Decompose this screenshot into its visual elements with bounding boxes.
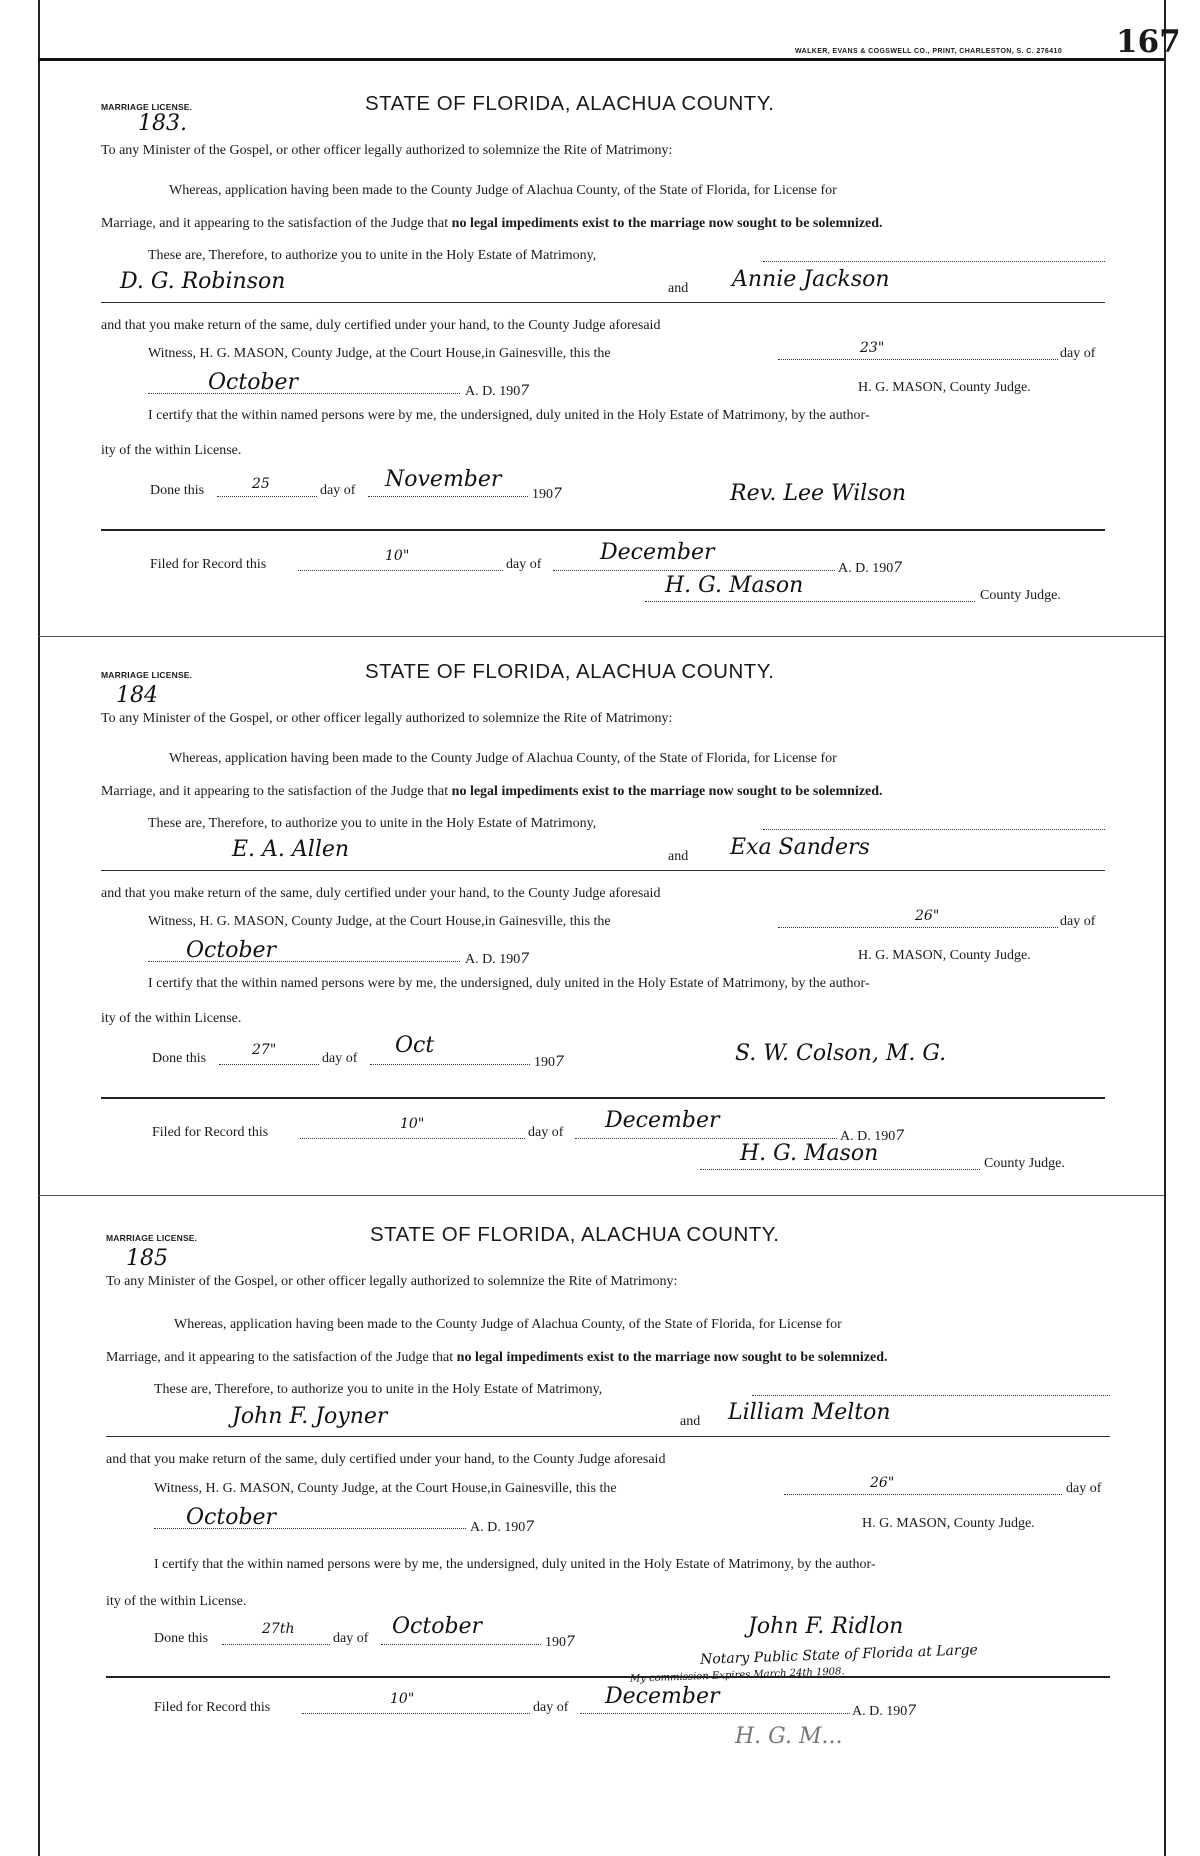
license-heading: STATE OF FLORIDA, ALACHUA COUNTY. (365, 92, 775, 115)
return-line: and that you make return of the same, duly certified under your hand, to the County Judge aforesaid (101, 318, 661, 333)
license-heading: STATE OF FLORIDA, ALACHUA COUNTY. (365, 660, 775, 683)
officiant-signature: Rev. Lee Wilson (730, 481, 907, 506)
filed-month: December (600, 540, 715, 565)
judge-label: H. G. MASON, County Judge. (862, 1516, 1035, 1531)
bride-name: Lilliam Melton (728, 1400, 891, 1425)
license-number: 183. (138, 111, 187, 136)
and-label: and (668, 281, 689, 296)
filed-year-label: A. D. 1907 (852, 1703, 917, 1719)
judge-signature: H. G. M... (735, 1724, 843, 1749)
page-number: 167 (1116, 24, 1181, 60)
top-rule (38, 58, 1164, 61)
done-year-label: 1907 (545, 1634, 575, 1650)
license-number: 184 (116, 683, 158, 708)
done-year-label: 1907 (532, 486, 562, 502)
address-line: To any Minister of the Gospel, or other officer legally authorized to solemnize the Rite of Matrimony: (101, 711, 673, 726)
filed-label: Filed for Record this (150, 557, 267, 572)
done-day-of-label: day of (333, 1631, 369, 1646)
witness-line: Witness, H. G. MASON, County Judge, at the Court House,in Gainesville, this the (154, 1481, 617, 1496)
officiant-signature: S. W. Colson, M. G. (735, 1041, 947, 1066)
whereas-line-2: Marriage, and it appearing to the satisfaction of the Judge that no legal impediments exist to the marriage now sought to be solemnized. (101, 784, 883, 799)
return-line: and that you make return of the same, duly certified under your hand, to the County Judge aforesaid (101, 886, 661, 901)
officiant-commission-note: My commission Expires March 24th 1908. (629, 1666, 845, 1685)
marriage-license-185 (0, 1215, 1200, 1845)
witness-year-label: A. D. 1907 (465, 383, 530, 399)
day-of-label: day of (1060, 914, 1096, 929)
done-month: October (392, 1614, 483, 1639)
and-label: and (680, 1414, 701, 1429)
address-line: To any Minister of the Gospel, or other officer legally authorized to solemnize the Rite of Matrimony: (101, 143, 673, 158)
judge-signature: H. G. Mason (740, 1141, 879, 1166)
filed-day: 10" (385, 548, 410, 564)
groom-name: John F. Joyner (232, 1404, 388, 1429)
license-label: MARRIAGE LICENSE. (106, 1233, 198, 1243)
filed-day-of-label: day of (506, 557, 542, 572)
bride-name: Annie Jackson (732, 267, 890, 292)
witness-day: 23" (860, 340, 885, 356)
filed-month: December (605, 1684, 720, 1709)
printer-imprint: WALKER, EVANS & COGSWELL CO., PRINT, CHARLESTON, S. C. 276410 (795, 48, 1063, 55)
county-judge-label: County Judge. (980, 588, 1061, 603)
filed-year-label: A. D. 1907 (840, 1128, 905, 1144)
done-day: 27" (252, 1042, 277, 1058)
witness-year-label: A. D. 1907 (465, 951, 530, 967)
judge-label: H. G. MASON, County Judge. (858, 380, 1031, 395)
done-day-of-label: day of (320, 483, 356, 498)
therefore-line: These are, Therefore, to authorize you to unite in the Holy Estate of Matrimony, (148, 248, 597, 263)
witness-month: October (186, 1505, 277, 1530)
filed-year-label: A. D. 1907 (838, 560, 903, 576)
license-heading: STATE OF FLORIDA, ALACHUA COUNTY. (370, 1223, 780, 1246)
filed-day: 10" (400, 1116, 425, 1132)
and-label: and (668, 849, 689, 864)
done-month: Oct (395, 1033, 435, 1058)
filed-month: December (605, 1108, 720, 1133)
license-label: MARRIAGE LICENSE. (101, 102, 193, 112)
witness-day: 26" (915, 908, 940, 924)
groom-name: D. G. Robinson (120, 269, 286, 294)
license-number: 185 (126, 1246, 168, 1271)
done-day-of-label: day of (322, 1051, 358, 1066)
therefore-line: These are, Therefore, to authorize you to unite in the Holy Estate of Matrimony, (154, 1382, 603, 1397)
whereas-line-2: Marriage, and it appearing to the satisfaction of the Judge that no legal impediments exist to the marriage now sought to be solemnized. (101, 216, 883, 231)
certify-line-1: I certify that the within named persons were by me, the undersigned, duly united in the Holy Estate of Matrimony, by the author- (148, 976, 870, 991)
marriage-license-184 (0, 652, 1200, 1212)
whereas-line-1: Whereas, application having been made to the County Judge of Alachua County, of the State of Florida, for License for (174, 1317, 842, 1332)
done-this-label: Done this (150, 483, 205, 498)
bride-name: Exa Sanders (730, 835, 870, 860)
done-day: 27th (262, 1621, 295, 1637)
witness-year-label: A. D. 1907 (470, 1519, 535, 1535)
officiant-notary-note: Notary Public State of Florida at Large (699, 1642, 979, 1668)
filed-label: Filed for Record this (152, 1125, 269, 1140)
done-month: November (385, 467, 502, 492)
filed-day-of-label: day of (533, 1700, 569, 1715)
done-this-label: Done this (154, 1631, 209, 1646)
county-judge-label: County Judge. (984, 1156, 1065, 1171)
done-this-label: Done this (152, 1051, 207, 1066)
officiant-signature: John F. Ridlon (748, 1614, 904, 1639)
whereas-line-1: Whereas, application having been made to the County Judge of Alachua County, of the State of Florida, for License for (169, 183, 837, 198)
filed-day-of-label: day of (528, 1125, 564, 1140)
filed-day: 10" (390, 1691, 415, 1707)
whereas-line-2: Marriage, and it appearing to the satisfaction of the Judge that no legal impediments exist to the marriage now sought to be solemnized. (106, 1350, 888, 1365)
judge-label: H. G. MASON, County Judge. (858, 948, 1031, 963)
witness-line: Witness, H. G. MASON, County Judge, at the Court House,in Gainesville, this the (148, 914, 611, 929)
day-of-label: day of (1066, 1481, 1102, 1496)
witness-month: October (208, 370, 299, 395)
witness-month: October (186, 938, 277, 963)
groom-name: E. A. Allen (232, 837, 350, 862)
certify-line-1: I certify that the within named persons were by me, the undersigned, duly united in the Holy Estate of Matrimony, by the author- (154, 1557, 876, 1572)
address-line: To any Minister of the Gospel, or other officer legally authorized to solemnize the Rite of Matrimony: (106, 1274, 678, 1289)
done-year-label: 1907 (534, 1054, 564, 1070)
certify-line-2: ity of the within License. (106, 1594, 247, 1609)
whereas-line-1: Whereas, application having been made to the County Judge of Alachua County, of the State of Florida, for License for (169, 751, 837, 766)
judge-signature: H. G. Mason (665, 573, 804, 598)
witness-line: Witness, H. G. MASON, County Judge, at the Court House,in Gainesville, this the (148, 346, 611, 361)
marriage-license-183 (0, 84, 1200, 644)
witness-day: 26" (870, 1475, 895, 1491)
license-label: MARRIAGE LICENSE. (101, 670, 193, 680)
done-day: 25 (252, 476, 270, 492)
filed-label: Filed for Record this (154, 1700, 271, 1715)
certify-line-2: ity of the within License. (101, 443, 242, 458)
day-of-label: day of (1060, 346, 1096, 361)
return-line: and that you make return of the same, duly certified under your hand, to the County Judge aforesaid (106, 1452, 666, 1467)
certify-line-2: ity of the within License. (101, 1011, 242, 1026)
therefore-line: These are, Therefore, to authorize you to unite in the Holy Estate of Matrimony, (148, 816, 597, 831)
certify-line-1: I certify that the within named persons were by me, the undersigned, duly united in the Holy Estate of Matrimony, by the author- (148, 408, 870, 423)
